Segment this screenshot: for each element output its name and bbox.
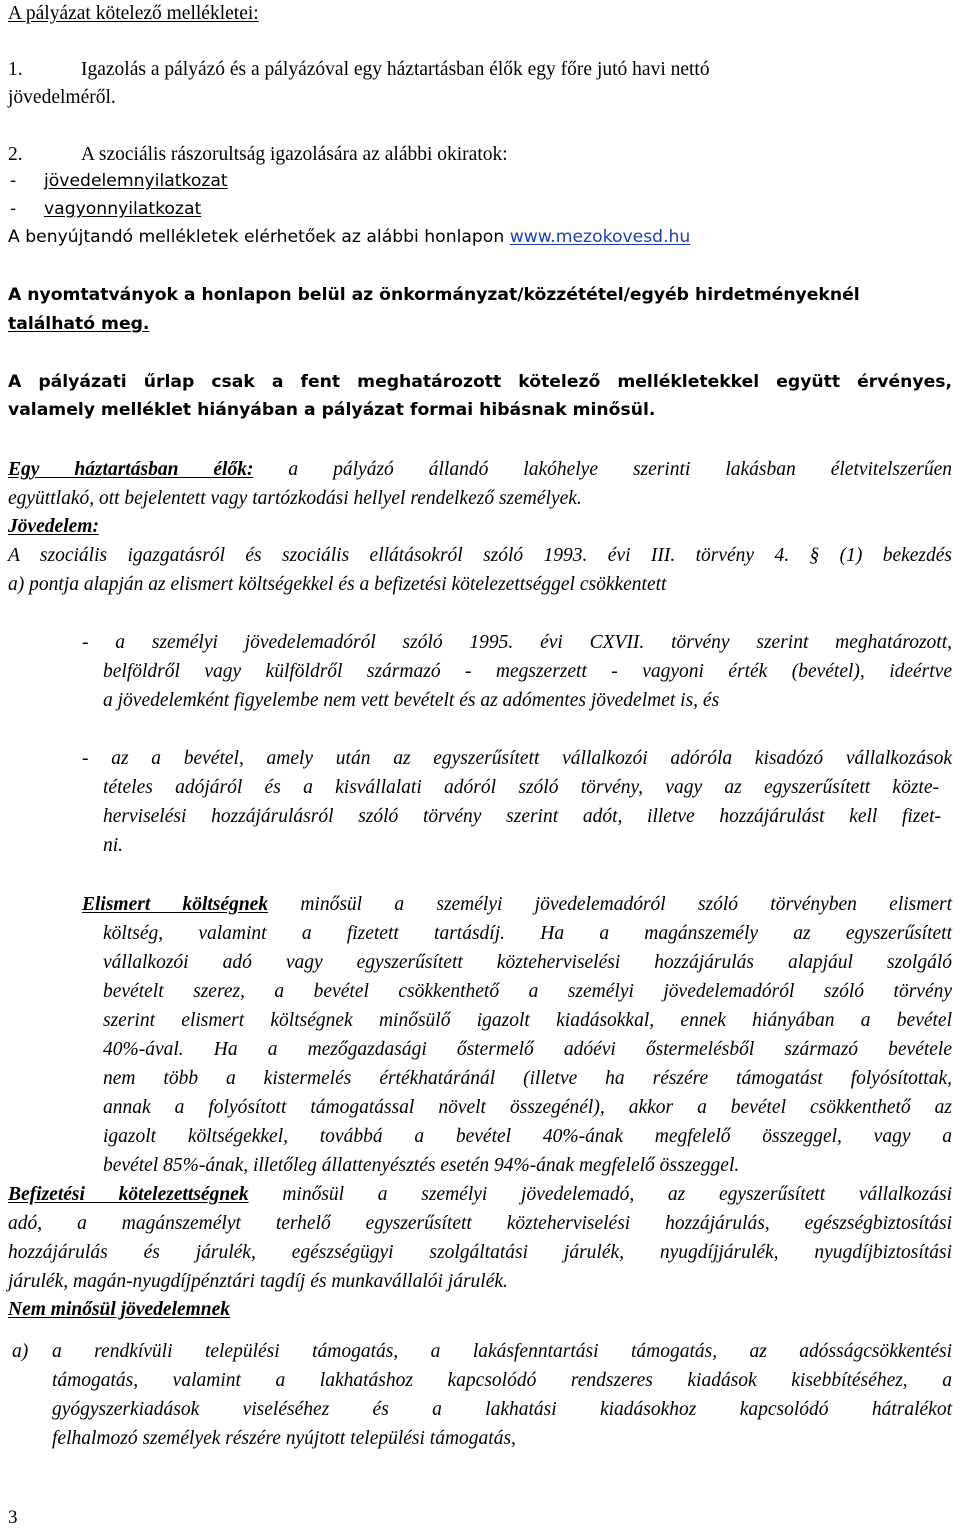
validity-note: A pályázati űrlap csak a fent meghatározott kötelező mellékletekkel együtt érvényes, [8,372,952,392]
income-list-item-2-line-4: ni. [103,835,124,856]
website-link[interactable]: www.mezokovesd.hu [509,227,691,247]
list-item-text: Igazolás a pályázó és a pályázóval egy háztartásban élők egy főre jutó havi nettó [81,59,710,80]
bullet-dash: - [10,171,17,191]
household-term: Egy háztartásban élők: [8,459,254,480]
list-item-2 [8,145,508,165]
sub-item-text: jövedelemnyilatkozat [44,171,228,191]
recognized-cost-term: Elismert költségnek [82,894,269,915]
payment-obligation-definition [8,1185,952,1205]
payment-obligation-line: hozzájárulás és járulék, egészségügyi szolgáltatási járulék, nyugdíjjárulék, nyugdíjbiztosítási [8,1242,952,1263]
recognized-cost-line: 40%-ával. Ha a mezőgazdasági őstermelő adóévi őstermelésből származó bevétele [103,1039,952,1060]
payment-obligation-text: minősül a személyi jövedelemadó, az egyszerűsített vállalkozási [248,1184,952,1205]
sub-item-asset-declaration [8,201,201,218]
not-income-term: Nem minősül jövedelemnek [8,1299,231,1320]
payment-obligation-line: járulék, magán-nyugdíjpénztári tagdíj és munkavállalói járulék. [8,1271,508,1292]
recognized-cost-line: annak a folyósított támogatással növelt összegénél), akkor a bevétel csökkenthető az [103,1097,952,1118]
income-definition: A szociális igazgatásról és szociális ellátásokról szóló 1993. évi III. törvény 4. § (1) bekezdés [8,545,952,566]
income-term: Jövedelem: [8,516,99,537]
list-item-1-continuation: jövedelméről. [8,87,116,108]
recognized-cost-line: költség, valamint a fizetett tartásdíj. Ha a magánszemély az egyszerűsített [103,923,952,944]
recognized-cost-text: minősül a személyi jövedelemadóról szóló törvényben elismert [268,894,952,915]
recognized-cost-line: bevétel 85%-ának, illetőleg állattenyésztés esetén 94%-ának megfelelő összeggel. [103,1155,740,1176]
not-income-item-label: a) [12,1341,29,1362]
recognized-cost-line: igazolt költségekkel, továbbá a bevétel 40%-ának megfelelő összeggel, vagy a [103,1126,952,1147]
income-list-item-1-line-2: belföldről vagy külföldről származó - megszerzett - vagyoni érték (bevétel), ideértve [103,661,952,682]
attachments-availability-line [8,229,690,246]
household-definition-text: a pályázó állandó lakóhelye szerinti lakásban életvitelszerűen [253,459,952,480]
sub-item-text: vagyonnyilatkozat [44,199,202,219]
household-definition-continuation: együttlakó, ott bejelentett vagy tartózkodási hellyel rendelkező személyek. [8,488,582,509]
sub-item-income-declaration [8,173,228,190]
forms-location-note: A nyomtatványok a honlapon belül az önkormányzat/közzététel/egyéb hirdetményeknél [8,285,860,305]
recognized-cost-line: bevételt szerez, a bevétel csökkenthető a személyi jövedelemadóról szóló törvény [103,981,952,1002]
income-list-item-1-line-3: a jövedelemként figyelembe nem vett bevételt és az adómentes jövedelmet is, és [103,690,720,711]
payment-obligation-term: Befizetési kötelezettségnek [8,1184,249,1205]
attachments-availability-text: A benyújtandó mellékletek elérhetőek az alábbi honlapon [8,227,510,247]
list-item-number: 1. [8,59,23,80]
list-item-number: 2. [8,144,23,165]
page-number: 3 [8,1507,18,1528]
not-income-item-a-line: gyógyszerkiadások viseléséhez és a lakhatási kiadásokhoz kapcsolódó hátralékot [52,1399,952,1420]
income-list-item-2-line-2: tételes adójáról és a kisvállalati adóról szóló törvény, vagy az egyszerűsített közte- [103,777,939,798]
not-income-item-a-line: támogatás, valamint a lakhatáshoz kapcsolódó rendszeres kiadások kisebbítéséhez, a [52,1370,952,1391]
bullet-dash: - [10,199,17,219]
income-list-item-1: - a személyi jövedelemadóról szóló 1995. évi CXVII. törvény szerint meghatározott, [82,632,952,653]
recognized-cost-line: vállalkozói adó vagy egyszerűsített közteherviselési hozzájárulás alapjául szolgáló [103,952,952,973]
forms-location-note-continuation: található meg. [8,314,150,334]
recognized-cost-line: szerint elismert költségnek minősülő igazolt kiadásokkal, ennek hiányában a bevétel [103,1010,952,1031]
income-definition-continuation: a) pontja alapján az elismert költségekkel és a befizetési kötelezettséggel csökkentett [8,574,667,595]
household-definition [8,460,952,480]
recognized-cost-definition [82,895,952,915]
list-item-1 [8,60,952,80]
not-income-item-a-line: a rendkívüli települési támogatás, a lakásfenntartási támogatás, az adósságcsökkentési [52,1341,952,1362]
income-list-item-2: - az a bevétel, amely után az egyszerűsített vállalkozói adóróla kisadózó vállalkozások [82,748,952,769]
payment-obligation-line: adó, a magánszemélyt terhelő egyszerűsített közteherviselési hozzájárulás, egészségbiztosítási [8,1213,952,1234]
recognized-cost-line: nem több a kistermelés értékhatáránál (illetve ha részére támogatást folyósítottak, [103,1068,952,1089]
not-income-item-a-line: felhalmozó személyek részére nyújtott települési támogatás, [52,1428,516,1449]
list-item-text: A szociális rászorultság igazolására az alábbi okiratok: [81,144,508,165]
validity-note-continuation: valamely melléklet hiányában a pályázat formai hibásnak minősül. [8,400,656,420]
income-list-item-2-line-3: herviselési hozzájárulásról szóló törvény szerint adót, illetve hozzájárulást kell fizet- [103,806,941,827]
section-title: A pályázat kötelező mellékletei: [8,3,259,24]
